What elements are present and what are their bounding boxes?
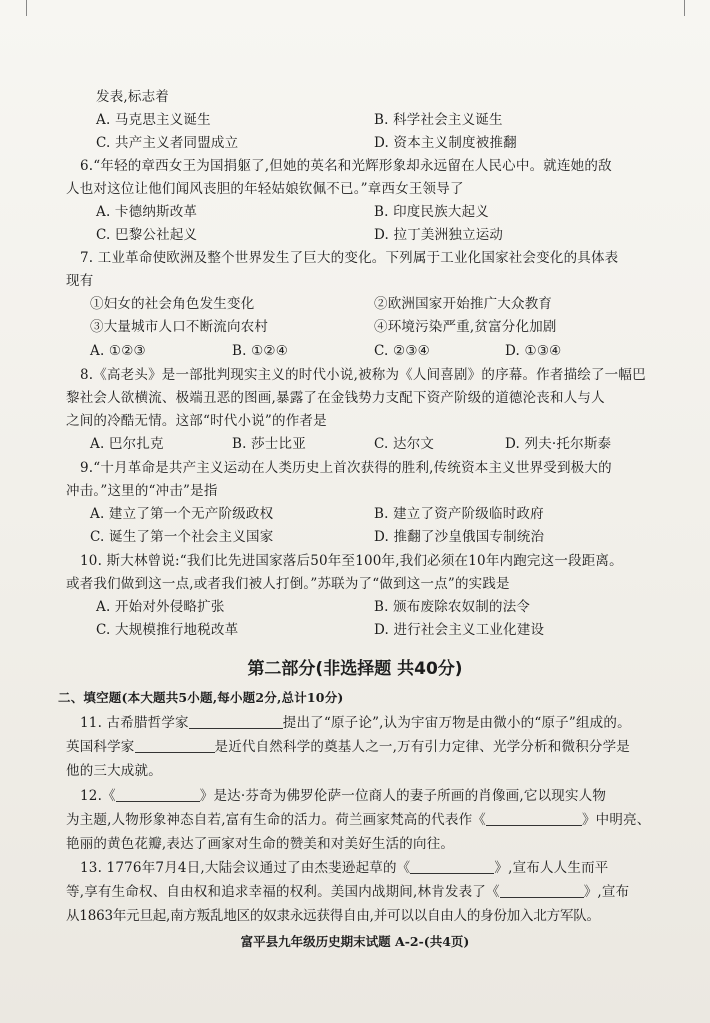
q12-line3: 艳丽的黄色花瓣,表达了画家对生命的赞美和对美好生活的向往。 (66, 836, 455, 852)
q13-line2 (66, 883, 629, 901)
q8-stem-line3: 之间的冷酷无情。这部“时代小说”的作者是 (66, 413, 327, 429)
q12-blank-1[interactable] (116, 787, 200, 802)
q13-blank-1[interactable] (410, 859, 494, 874)
q12-line1 (80, 787, 606, 805)
q7-stem-line2: 现有 (66, 273, 94, 289)
q11-line2 (66, 738, 630, 756)
q8-option-d: D. 列夫·托尔斯泰 (505, 436, 612, 452)
q5-option-d: D. 资本主义制度被推翻 (374, 135, 517, 151)
q10-option-a: A. 开始对外侵略扩张 (96, 599, 225, 615)
q7-option-c: C. ②③④ (374, 343, 430, 359)
q9-option-b: B. 建立了资产阶级临时政府 (374, 506, 544, 522)
q5-option-b: B. 科学社会主义诞生 (374, 112, 503, 128)
q8-option-c: C. 达尔文 (374, 436, 435, 452)
q5-option-a: A. 马克思主义诞生 (96, 112, 211, 128)
q12-line2 (66, 811, 650, 829)
q9-option-d: D. 推翻了沙皇俄国专制统治 (374, 529, 545, 545)
q6-stem-line1: 6.“年轻的章西女王为国捐躯了,但她的英名和光辉形象却永远留在人民心中。就连她的敌 (80, 158, 612, 174)
q7-stem-line1: 7. 工业革命使欧洲及整个世界发生了巨大的变化。下列属于工业化国家社会变化的具体表 (80, 250, 619, 266)
q11-blank-2[interactable] (135, 738, 215, 753)
part2-title: 第二部分(非选择题 共40分) (247, 659, 463, 679)
q9-option-a: A. 建立了第一个无产阶级政权 (90, 506, 274, 522)
page-footer: 富平县九年级历史期末试题 A-2-(共4页) (240, 934, 470, 949)
q11-line1 (80, 714, 631, 732)
q13-blank-2[interactable] (500, 883, 584, 898)
q13-text-d: 》,宣布 (583, 884, 630, 900)
q11-line3: 他的三大成就。 (66, 763, 162, 779)
q7-option-a: A. ①②③ (90, 343, 146, 359)
fill-in-heading: 二、填空题(本大题共5小题,每小题2分,总计10分) (58, 690, 344, 705)
q7-item-1: ①妇女的社会角色发生变化 (90, 296, 255, 312)
q7-option-d: D. ①③④ (505, 343, 562, 359)
crop-mark-left (26, 0, 27, 16)
q11-text-c: 英国科学家 (66, 739, 135, 755)
q11-text-b: 提出了“原子论”,认为宇宙万物是由微小的“原子”组成的。 (282, 715, 631, 731)
q8-option-b: B. 莎士比亚 (232, 436, 306, 452)
q8-stem-line1: 8.《高老头》是一部批判现实主义的时代小说,被称为《人间喜剧》的序幕。作者描绘了一幅巴 (80, 367, 646, 383)
q13-line3: 从1863年元旦起,南方叛乱地区的奴隶永远获得自由,并可以以自由人的身份加入北方军队。 (66, 908, 600, 924)
q13-text-a: 13. 1776年7月4日,大陆会议通过了由杰斐逊起草的《 (80, 860, 411, 876)
q10-option-d: D. 进行社会主义工业化建设 (374, 622, 545, 638)
q13-text-b: 》,宣布人人生而平 (494, 860, 609, 876)
q11-text-d: 是近代自然科学的奠基人之一,万有引力定律、光学分析和微积分学是 (214, 739, 630, 755)
q6-option-a: A. 卡德纳斯改革 (96, 204, 198, 220)
q7-option-b: B. ①②④ (232, 343, 289, 359)
q13-line1 (80, 859, 608, 877)
q11-blank-1[interactable] (189, 714, 283, 729)
q5-stem: 发表,标志着 (96, 89, 169, 105)
q10-stem-line1: 10. 斯大林曾说:“我们比先进国家落后50年至100年,我们必须在10年内跑完这一段距离。 (80, 553, 623, 569)
q10-stem-line2: 或者我们做到这一点,或者我们被人打倒。”苏联为了“做到这一点”的实践是 (66, 576, 510, 592)
q6-stem-line2: 人也对这位让他们闻风丧胆的年轻姑娘钦佩不已。”章西女王领导了 (66, 181, 464, 197)
q9-stem-line1: 9.“十月革命是共产主义运动在人类历史上首次获得的胜利,传统资本主义世界受到极大的 (80, 460, 612, 476)
q5-option-c: C. 共产主义者同盟成立 (96, 135, 239, 151)
q8-option-a: A. 巴尔扎克 (90, 436, 164, 452)
q7-item-2: ②欧洲国家开始推广大众教育 (374, 296, 553, 312)
crop-mark-right (684, 0, 685, 16)
q9-stem-line2: 冲击。”这里的“冲击”是指 (66, 483, 218, 499)
q7-item-3: ③大量城市人口不断流向农村 (90, 319, 269, 335)
q12-text-d: 》中明亮、 (581, 812, 651, 828)
q6-option-c: C. 巴黎公社起义 (96, 227, 198, 243)
q11-text-a: 11. 古希腊哲学家 (80, 715, 189, 731)
q9-option-c: C. 诞生了第一个社会主义国家 (90, 529, 274, 545)
q10-option-b: B. 颁布废除农奴制的法令 (374, 599, 531, 615)
q6-option-b: B. 印度民族大起义 (374, 204, 490, 220)
q13-text-c: 等,享有生命权、自由权和追求幸福的权利。美国内战期间,林肯发表了《 (66, 884, 500, 900)
q6-option-d: D. 拉丁美洲独立运动 (374, 227, 504, 243)
q12-text-c: 为主题,人物形象神态自若,富有生命的活力。荷兰画家梵高的代表作《 (66, 812, 486, 828)
q12-blank-2[interactable] (486, 811, 582, 826)
q12-text-b: 》是达·芬奇为佛罗伦萨一位商人的妻子所画的肖像画,它以现实人物 (199, 788, 607, 804)
q7-item-4: ④环境污染严重,贫富分化加剧 (374, 319, 557, 335)
q8-stem-line2: 黎社会人欲横流、极端丑恶的图画,暴露了在金钱势力支配下资产阶级的道德沦丧和人与人 (66, 390, 605, 406)
q10-option-c: C. 大规模推行地税改革 (96, 622, 239, 638)
q12-text-a: 12.《 (80, 788, 116, 804)
